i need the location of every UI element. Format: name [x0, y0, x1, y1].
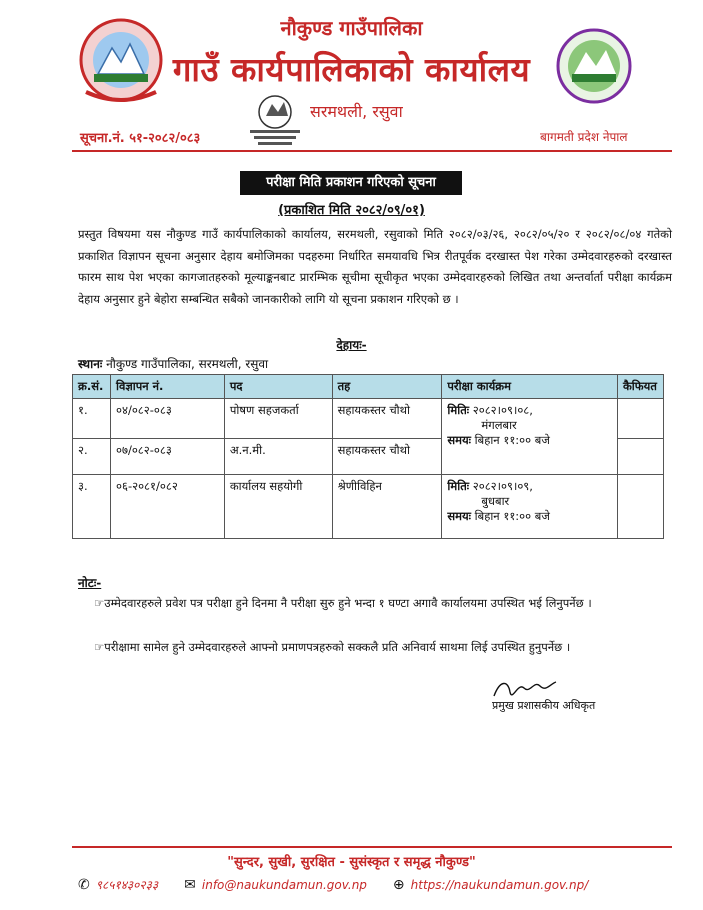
notice-number: सूचना.नं. ५१-२०८२/०८३	[80, 131, 201, 146]
time-label: समयः	[447, 433, 472, 447]
exam-time: बिहान ११:०० बजे	[474, 433, 550, 447]
office-name: गाउँ कार्यपालिकाको कार्यालय	[172, 50, 531, 89]
table-header-row	[73, 375, 664, 399]
cell-sn: १.	[73, 399, 111, 439]
cell-sn: ३.	[73, 475, 111, 539]
cell-post: अ.न.मी.	[224, 439, 332, 475]
exam-day: मंगलबार	[481, 418, 517, 432]
cell-level: सहायकस्तर चौथो	[332, 399, 442, 439]
cell-remarks	[617, 399, 663, 439]
office-stamp	[244, 92, 306, 154]
slogan: "सुन्दर, सुखी, सुरक्षित - सुसंस्कृत र समृद्ध नौकुण्ड"	[227, 855, 476, 870]
col-sn: क्र.सं.	[73, 375, 111, 399]
municipality-name: नौकुण्ड गाउँपालिका	[280, 16, 423, 40]
exam-time: बिहान ११:०० बजे	[474, 509, 550, 523]
signatory-title: प्रमुख प्रशासकीय अधिकृत	[492, 699, 596, 712]
cell-adv-no: ०४/०८२-०८३	[110, 399, 224, 439]
globe-icon: ⊕	[392, 876, 405, 893]
date-label: मितिः	[447, 403, 470, 417]
exam-date: २०८२।०९।०८,	[472, 403, 533, 417]
cell-post: कार्यालय सहयोगी	[224, 475, 332, 539]
place-label: स्थानः	[78, 357, 103, 371]
email-link[interactable]: info@naukundamun.gov.np	[201, 877, 367, 892]
header-divider	[72, 150, 672, 152]
note-item: ☞परीक्षामा सामेल हुने उम्मेदवारहरुले आफ्नो प्रमाणपत्रहरुको सक्कलै प्रति अनिवार्य साथमा लिई उपस्थित हुनुपर्नेछ ।	[94, 640, 571, 654]
cell-level: श्रेणीविहिन	[332, 475, 442, 539]
col-level: तह	[332, 375, 442, 399]
dehay-heading: देहायः-	[336, 338, 367, 352]
cell-sn: २.	[73, 439, 111, 475]
exam-schedule-table	[72, 374, 664, 539]
col-remarks: कैफियत	[617, 375, 663, 399]
footer-divider	[72, 846, 672, 848]
cell-remarks	[617, 439, 663, 475]
place-value: नौकुण्ड गाउँपालिका, सरमथली, रसुवा	[106, 357, 269, 371]
cell-remarks	[617, 475, 663, 539]
municipality-logo	[556, 28, 632, 104]
col-adv-no: विज्ञापन नं.	[110, 375, 224, 399]
col-schedule: परीक्षा कार्यक्रम	[442, 375, 618, 399]
email-icon: ✉	[184, 876, 196, 893]
notes-heading: नोटः-	[78, 576, 102, 590]
notice-body: प्रस्तुत विषयमा यस नौकुण्ड गाउँ कार्यपालिकाको कार्यालय, सरमथली, रसुवाको मिति २०८२/०३/२६, २०८२/०५/२० र २०८२/०८/०४ गतेको प्रकाशित विज्ञापन सूचना अनुसार देहाय बमोजिमका पदहरुमा निर्धारित समयावधि भित्र रीतपूर्वक दरखास्त पेश गरेका उम्मेदवारहरुको दरखास्त फारम साथ पेश भएका कागजातहरुको मूल्याङ्कनबाट प्रारम्भिक सूचीमा सूचीकृत भएका उम्मेदवारहरुको लिखित तथा अन्तर्वार्ता परीक्षा कार्यक्रम देहाय अनुसार हुने बेहोरा सम्बन्धित सबैको जानकारीको लागि यो सूचना प्रकाशन गरिएको छ ।	[78, 227, 672, 306]
cell-schedule	[442, 475, 618, 539]
exam-place	[78, 355, 268, 372]
table-row	[73, 475, 664, 539]
cell-post: पोषण सहजकर्ता	[224, 399, 332, 439]
cell-adv-no: ०७/०८२-०८३	[110, 439, 224, 475]
time-label: समयः	[447, 509, 472, 523]
province-label: बागमती प्रदेश नेपाल	[540, 130, 628, 144]
note-item: ☞उम्मेदवारहरुले प्रवेश पत्र परीक्षा हुने दिनमा नै परीक्षा सुरु हुने भन्दा १ घण्टा अगावै कार्यालयमा उपस्थित भई लिनुपर्नेछ ।	[94, 596, 592, 610]
phone-icon: ✆	[78, 876, 90, 893]
notice-title: परीक्षा मिति प्रकाशन गरिएको सूचना	[240, 171, 462, 195]
website-link[interactable]: https://naukundamun.gov.np/	[410, 877, 589, 892]
date-label: मितिः	[447, 479, 470, 493]
cell-schedule	[442, 399, 618, 475]
cell-adv-no: ०६-२०८१/०८२	[110, 475, 224, 539]
exam-day: बुधबार	[481, 494, 510, 508]
contact-bar	[78, 876, 588, 893]
cell-level: सहायकस्तर चौथो	[332, 439, 442, 475]
table-row	[73, 399, 664, 439]
phone-number[interactable]: ९८५१४३०२३३	[95, 878, 159, 892]
exam-date: २०८२।०९।०९,	[472, 479, 533, 493]
office-location: सरमथली, रसुवा	[310, 102, 403, 121]
col-post: पद	[224, 375, 332, 399]
published-date: (प्रकाशित मिति २०८२/०९/०१)	[278, 203, 425, 218]
